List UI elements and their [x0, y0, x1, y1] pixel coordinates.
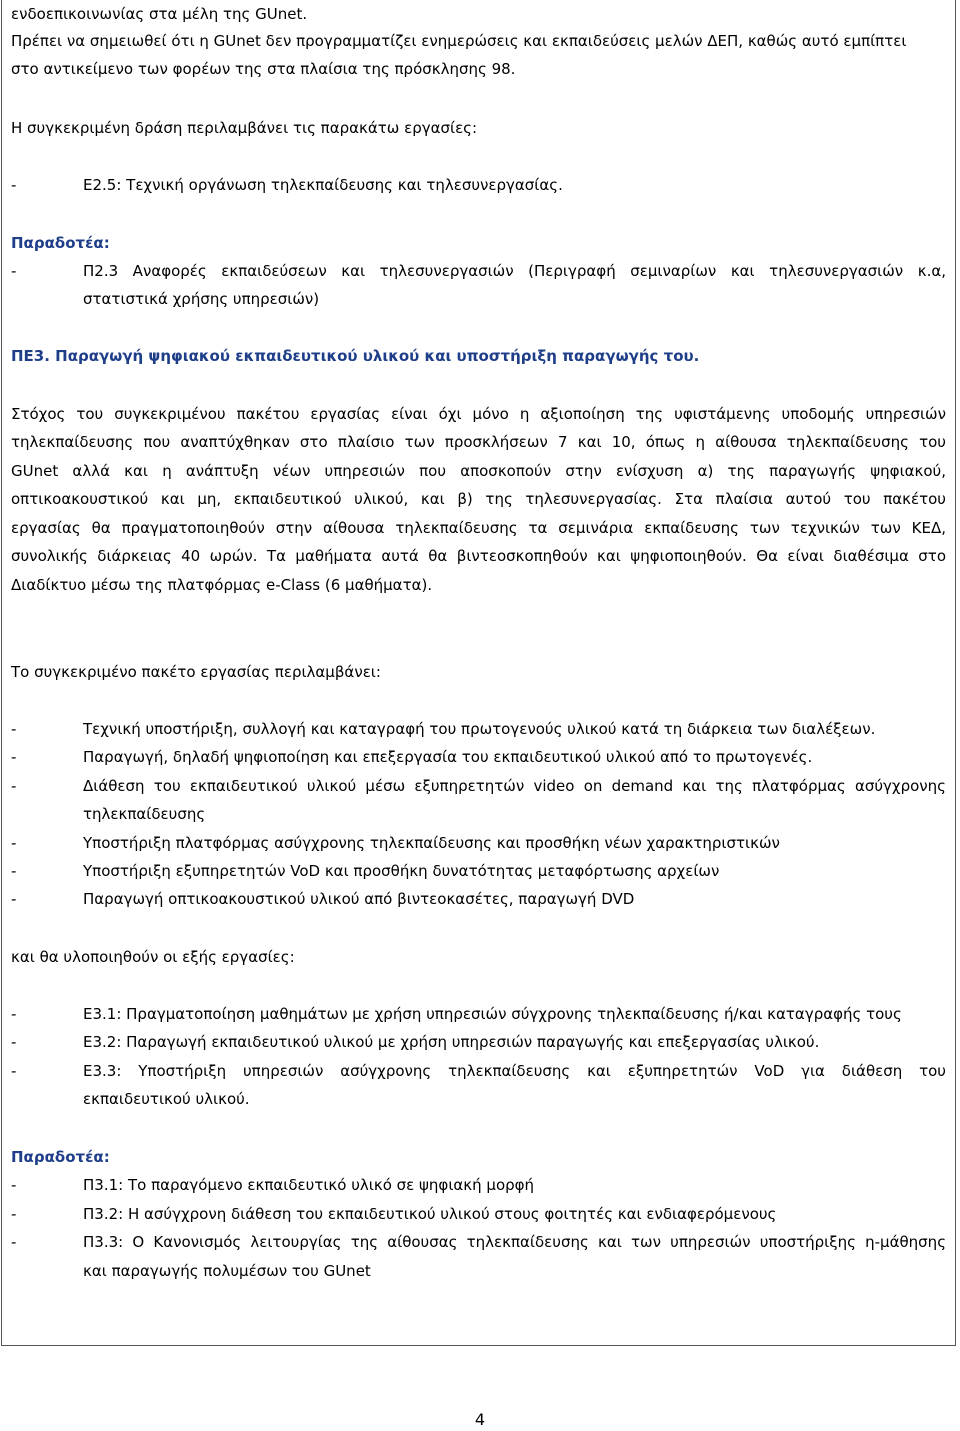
bullet-dash: - [11, 1033, 17, 1051]
pe3-paragraph-line: GUnet αλλά και η ανάπτυξη νέων υπηρεσιών που αποσκοπούν στην ενίσχυση α) της παραγωγής ψηφιακού, [11, 462, 946, 480]
intro-line-2: Πρέπει να σημειωθεί ότι η GUnet δεν προγραμματίζει ενημερώσεις και εκπαιδεύσεις μελών ΔΕΠ, καθώς αυτό εμπίπτει [11, 32, 907, 50]
deliverables-heading-3: Παραδοτέα: [11, 1148, 110, 1166]
page-number: 4 [474, 1410, 486, 1429]
bullet-dash: - [11, 777, 17, 795]
bullet-dash: - [11, 176, 17, 194]
deliverable-p23-line-2: στατιστικά χρήσης υπηρεσιών) [83, 290, 320, 308]
bullet-dash: - [11, 748, 17, 766]
package-bullet: Τεχνική υποστήριξη, συλλογή και καταγραφή του πρωτογενούς υλικού κατά τη διάρκεια των διαλέξεων. [83, 720, 876, 738]
bullet-dash: - [11, 1176, 17, 1194]
task-e25: Ε2.5: Τεχνική οργάνωση τηλεκπαίδευσης και τηλεσυνεργασίας. [83, 176, 563, 194]
pe3-deliverable: Π3.2: Η ασύγχρονη διάθεση του εκπαιδευτικού υλικού στους φοιτητές και ενδιαφερόμενους [83, 1205, 777, 1223]
bullet-dash: - [11, 1233, 17, 1251]
deliverable-p23-line-1: Π2.3 Αναφορές εκπαιδεύσεων και τηλεσυνεργασιών (Περιγραφή σεμιναρίων και τηλεσυνεργασιών κ.α, [83, 262, 946, 280]
pe3-heading: ΠΕ3. Παραγωγή ψηφιακού εκπαιδευτικού υλικού και υποστήριξη παραγωγής του. [11, 347, 700, 365]
bullet-dash: - [11, 834, 17, 852]
deliverables-heading-2: Παραδοτέα: [11, 234, 110, 252]
pe3-paragraph-line: Στόχος του συγκεκριμένου πακέτου εργασίας είναι όχι μόνο η αξιοποίηση της υφιστάμενης υποδομής υπηρεσιών [11, 405, 946, 423]
package-bullet-continuation: τηλεκπαίδευσης [83, 805, 206, 823]
pe3-task: Ε3.2: Παραγωγή εκπαιδευτικού υλικού με χρήση υπηρεσιών παραγωγής και επεξεργασίας υλικού. [83, 1033, 820, 1051]
pe3-paragraph-line: τηλεκπαίδευσης που αναπτύχθηκαν στο πλαίσιο των προσκλήσεων 7 και 10, όπως η αίθουσα τηλεκπαίδευσης του [11, 433, 946, 451]
intro-line-1: ενδοεπικοινωνίας στα μέλη της GUnet. [11, 5, 308, 23]
intro-line-3: στο αντικείμενο των φορέων της στα πλαίσια της πρόσκλησης 98. [11, 60, 516, 78]
bullet-dash: - [11, 1205, 17, 1223]
package-bullet: Υποστήριξη εξυπηρετητών VoD και προσθήκη δυνατότητας μεταφόρτωσης αρχείων [83, 862, 720, 880]
bullet-dash: - [11, 1062, 17, 1080]
pe3-task: Ε3.3: Υποστήριξη υπηρεσιών ασύγχρονης τηλεκπαίδευσης και εξυπηρετητών VoD για διάθεση του [83, 1062, 946, 1080]
bullet-dash: - [11, 890, 17, 908]
pe3-deliverable-continuation: και παραγωγής πολυμέσων του GUnet [83, 1262, 371, 1280]
package-bullet: Διάθεση του εκπαιδευτικού υλικού μέσω εξυπηρετητών video on demand και της πλατφόρμας ασύγχρονης [83, 777, 946, 795]
pe3-paragraph-line: εργασίας θα πραγματοποιηθούν στην αίθουσα τηλεκπαίδευσης τα σεμινάρια εκπαίδευσης των τεχνικών των ΚΕΔ, [11, 519, 946, 537]
pe3-paragraph-line: συνολικής διάρκειας 40 ωρών. Τα μαθήματα αυτά θα βιντεοσκοπηθούν και ψηφιοποιηθούν. Θα είναι διαθέσιμα στο [11, 547, 946, 565]
pe3-task: Ε3.1: Πραγματοποίηση μαθημάτων με χρήση υπηρεσιών σύγχρονης τηλεκπαίδευσης ή/και καταγραφής τους [83, 1005, 902, 1023]
pe3-task-continuation: εκπαιδευτικού υλικού. [83, 1090, 250, 1108]
package-intro: Το συγκεκριμένο πακέτο εργασίας περιλαμβάνει: [11, 663, 381, 681]
pe3-tasks-intro: και θα υλοποιηθούν οι εξής εργασίες: [11, 948, 295, 966]
pe3-deliverable: Π3.3: Ο Κανονισμός λειτουργίας της αίθουσας τηλεκπαίδευσης και των υπηρεσιών υποστήριξης η-μάθησης [83, 1233, 946, 1251]
bullet-dash: - [11, 720, 17, 738]
bullet-dash: - [11, 862, 17, 880]
pe3-paragraph-line: οπτικοακουστικού και μη, εκπαιδευτικού υλικού, και β) της τηλεσυνεργασίας. Στα πλαίσια αυτού του πακέτου [11, 490, 946, 508]
bullet-dash: - [11, 262, 17, 280]
package-bullet: Υποστήριξη πλατφόρμας ασύγχρονης τηλεκπαίδευσης και προσθήκη νέων χαρακτηριστικών [83, 834, 780, 852]
package-bullet: Παραγωγή οπτικοακουστικού υλικού από βιντεοκασέτες, παραγωγή DVD [83, 890, 635, 908]
package-bullet: Παραγωγή, δηλαδή ψηφιοποίηση και επεξεργασία του εκπαιδευτικού υλικού από το πρωτογενές. [83, 748, 813, 766]
tasks-intro: Η συγκεκριμένη δράση περιλαμβάνει τις παρακάτω εργασίες: [11, 119, 478, 137]
pe3-paragraph-line: Διαδίκτυο μέσω της πλατφόρμας e-Class (6 μαθήματα). [11, 576, 433, 594]
pe3-deliverable: Π3.1: Το παραγόμενο εκπαιδευτικό υλικό σε ψηφιακή μορφή [83, 1176, 535, 1194]
bullet-dash: - [11, 1005, 17, 1023]
